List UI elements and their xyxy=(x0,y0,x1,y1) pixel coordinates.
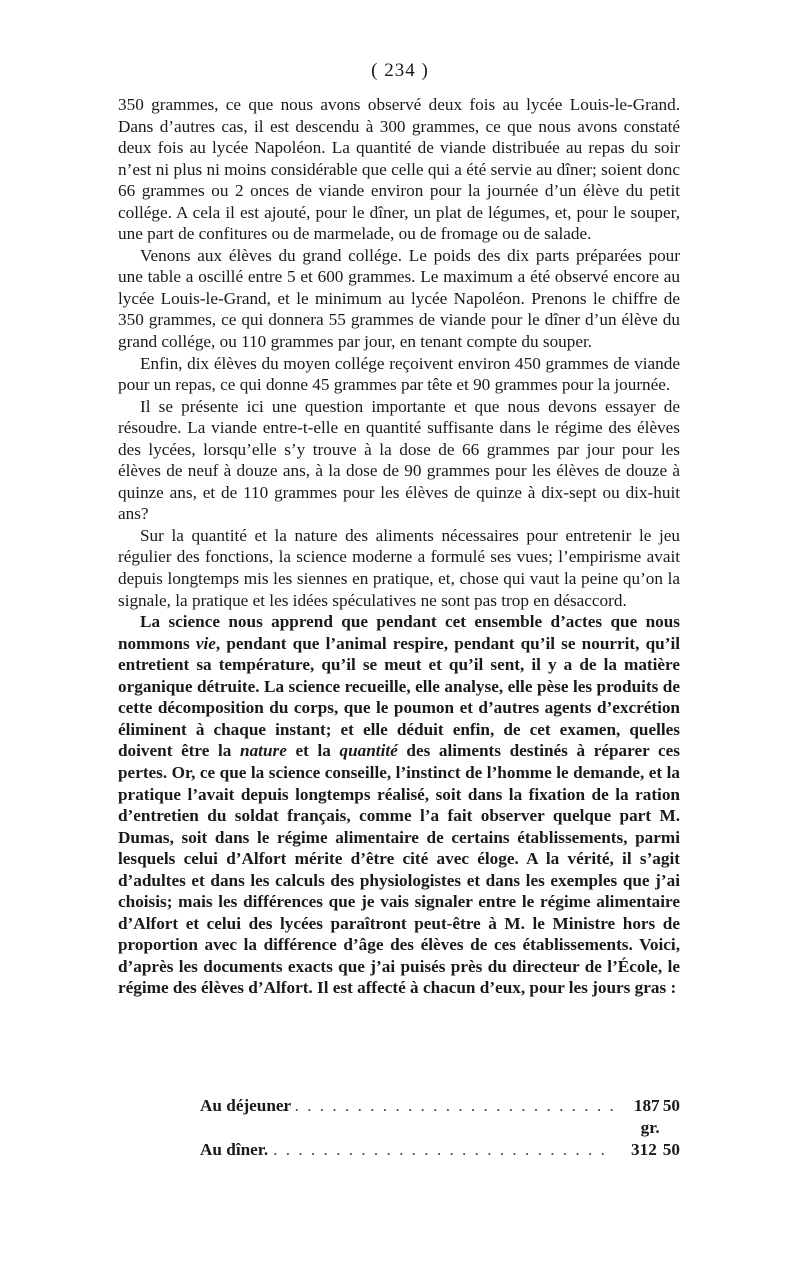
italic-term: quantité xyxy=(339,741,398,761)
meal-label: Au déjeuner xyxy=(200,1096,292,1115)
paragraph xyxy=(118,525,680,611)
dot-leader: . . . . . . . . . . . . . . . . . . . . . . . . . . . xyxy=(282,1096,616,1115)
meal-amount-fraction: 50 xyxy=(662,1140,680,1159)
italic-term: vie xyxy=(195,633,216,653)
dot-leader: . . . . . . . . . . . . . . . . . . . . . . . . . . . xyxy=(273,1140,607,1159)
meal-label: Au dîner. xyxy=(200,1140,269,1159)
meal-row xyxy=(118,1139,680,1161)
body-text xyxy=(118,94,680,999)
paragraph xyxy=(118,611,680,999)
text-run: La science nous apprend que pendant cet ensemble d’actes que nous nommons xyxy=(118,612,680,653)
meal-amount-fraction: 50 xyxy=(662,1096,680,1115)
text-run: Sur la quantité et la nature des aliments nécessaires pour entretenir le jeu régulier des fonctions, la science moderne a formulé ses vues; l’empirisme avait depuis longtemps mis les siennes en pratique, et, chose qui vaut la peine qu’on la signale, la pratique et les idées spéculatives ne sont pas trop en désaccord. xyxy=(118,525,680,610)
paragraph xyxy=(118,245,680,353)
paragraph xyxy=(118,396,680,525)
italic-term: nature xyxy=(240,741,287,761)
text-run: et la xyxy=(286,741,340,761)
meal-row xyxy=(118,1095,680,1139)
text-run: Il se présente ici une question importante et que nous devons essayer de résoudre. La viande entre-t-elle en quantité suffisante dans le régime des élèves des lycées, lorsqu’elle s’y trouve à la dose de 66 grammes par jour pour les élèves de neuf à douze ans, à la dose de 90 grammes pour les élèves de douze à quinze ans, et de 110 grammes pour les élèves de quinze à dix-sept ou dix-huit ans? xyxy=(118,396,680,524)
meal-amount: 312 xyxy=(631,1140,657,1159)
paragraph xyxy=(118,353,680,396)
meal-amount: 187 gr. xyxy=(633,1096,660,1137)
paragraph xyxy=(118,94,680,245)
text-run: Enfin, dix élèves du moyen collége reçoivent environ 450 grammes de viande pour un repas, ce qui donne 45 grammes par tête et 90 grammes pour la journée. xyxy=(118,353,680,395)
text-run: , pendant que l’animal respire, pendant qu’il se nourrit, qu’il entretient sa température, qu’il se meut et qu’il sent, il y a de la matière organique détruite. La science recueille, elle analyse, elle pèse les produits de cette décomposition du corps, que le poumon et d’autres agents d’excrétion éliminent à chaque instant; et elle déduit enfin, de cet examen, quelles doivent être la xyxy=(118,633,680,761)
text-run: 350 grammes, ce que nous avons observé deux fois au lycée Louis-le-Grand. Dans d’autres cas, il est descendu à 300 grammes, ce que nous avons constaté deux fois au lycée Napoléon. La quantité de viande distribuée au repas du soir n’est ni plus ni moins considérable que celle qui a été servie au dîner; soient donc 66 grammes ou 2 onces de viande environ pour la journée d’un élève du petit collége. A cela il est ajouté, pour le dîner, un plat de légumes, et, pour le souper, une part de confitures ou de marmelade, ou de fromage ou de salade. xyxy=(118,95,680,244)
meal-table xyxy=(118,1095,680,1161)
text-run: des aliments destinés à réparer ces pertes. Or, ce que la science conseille, l’instinct de l’homme le demande, et la pratique l’avait depuis longtemps réalisé, soit dans la fixation de la ration d’entretien du soldat français, comme l’a fait observer quelque part M. Dumas, soit dans le régime alimentaire de certains établissements, parmi lesquels celui d’Alfort mérite d’être cité avec éloge. A la vérité, il s’agit d’adultes et dans les calculs des physiologistes et dans les exemples que j’ai choisis; mais les différences que je vais signaler entre le régime alimentaire d’Alfort et celui des lycées paraîtront peut-être à M. le Ministre hors de proportion avec la différence d’âge des élèves de ces établissements. Voici, d’après les documents exacts que j’ai puisés près du directeur de l’École, le régime des élèves d’Alfort. Il est affecté à chacun d’eux, pour les jours gras : xyxy=(118,741,680,998)
page-number: ( 234 ) xyxy=(371,60,429,81)
text-run: Venons aux élèves du grand collége. Le poids des dix parts préparées pour une table a oscillé entre 5 et 600 grammes. Le maximum a été observé encore au lycée Louis-le-Grand, et le minimum au lycée Napoléon. Prenons le chiffre de 350 grammes, ce qui donnera 55 grammes de viande pour le dîner d’un élève du grand collége, ou 110 grammes par jour, en tenant compte du souper. xyxy=(118,245,680,352)
